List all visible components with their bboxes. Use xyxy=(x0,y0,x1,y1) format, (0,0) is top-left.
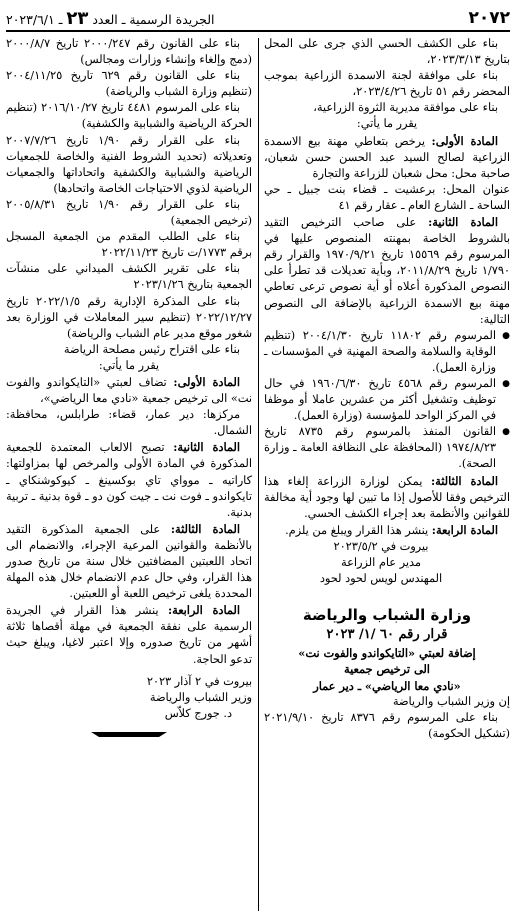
article-3 xyxy=(6,521,252,602)
signature-role: وزير الشباب والرياضة xyxy=(149,690,252,704)
signature-place-date: بيروت في ٢ آذار ٢٠٢٣ xyxy=(146,674,252,688)
article-label: المادة الثانية: xyxy=(173,440,240,455)
shop-address: عنوان المحل: برعشيت ـ قضاء بنت جبيل ـ حي الساحة ـ الشارع العام ـ عقار رقم ٤١ xyxy=(264,182,510,212)
signature-place-date: بيروت في ٢٠٢٣/٥/٢ xyxy=(333,539,429,553)
article-1 xyxy=(6,374,252,407)
article-text: تصبح الالعاب المعتمدة للجمعية المذكورة في المادة الأولى والمرخص لها بمزاولتها: كاراتيه ـ موواي تاي بوكسينغ ـ كيوكوشنكاي ـ تايكواندو ـ فوت نت ـ جيت كون دو ـ قوة بدنية ـ تربية بدنية. xyxy=(6,441,252,519)
article-label: المادة الأولى: xyxy=(431,133,498,148)
article-label: المادة الثالثة: xyxy=(170,521,240,536)
basis-paragraph: بناء على القانون رقم ٢٠٠٠/٢٤٧ تاريخ ٢٠٠٠/٨/٧ (دمج وإلغاء وإنشاء وزارات ومجالس) xyxy=(6,37,252,67)
article-text: تضاف لعبتي «التايكواندو والفوت نت» الى ترخيص جمعية «نادي معا الرياضي»، xyxy=(6,375,252,406)
article-text: على الجمعية المذكورة التقيد بالأنظمة والقوانين المرعية الإجراء، والانضمام الى اتحاد اللعبتين المضافتين خلال سنة من تاريخ صدور هذا القرار، وفي حال عدم الانضمام خلال هذه المهلة المحددة يلغى ترخيص اللعبة أو اللعبتين. xyxy=(6,522,252,601)
association-headquarters: مركزها: دير عمار، قضاء: طرابلس، محافظة: الشمال. xyxy=(6,408,252,438)
decides-heading: يقرر ما يأتي: xyxy=(98,358,160,372)
basis-paragraph: بناء على المرسوم ٤٤٨١ تاريخ ٢٠١٦/١٠/٢٧ (تنظيم الحركة الرياضية والشبابية والكشفية) xyxy=(6,101,252,131)
decision-subject-line: الى ترخيص جمعية xyxy=(344,662,430,677)
article-label: المادة الثانية: xyxy=(428,215,499,230)
article-text: يرخص بتعاطي مهنة بيع الاسمدة الزراعية لصالح السيد عبد الحسن حسن شعبان، صاحبة محل: محل شعبان للزراعة والتجارة xyxy=(264,134,510,180)
basis-paragraph: بناء على المرسوم رقم ٨٣٧٦ تاريخ ٢٠٢١/٩/١٠ (تشكيل الحكومة) xyxy=(264,710,510,740)
basis-paragraph: بناء على القرار رقم ١/٩٠ تاريخ ٢٠٠٥/٨/٣١ (ترخيص الجمعية) xyxy=(6,197,252,228)
article-4 xyxy=(6,602,252,667)
list-item: ● المرسوم رقم ١١٨٠٢ تاريخ ٢٠٠٤/١/٣٠ (تنظيم الوقاية والسلامة والصحة المهنية في المؤسسات ـ وزارة العمل). xyxy=(264,328,510,376)
article-1 xyxy=(264,133,510,182)
article-4 xyxy=(264,522,510,539)
decision-subject-line: «نادي معا الرياضي» ـ دير عمار xyxy=(313,678,461,693)
page-header xyxy=(6,6,510,32)
article-label: المادة الثالثة: xyxy=(431,473,499,488)
basis-paragraph: بناء على الطلب المقدم من الجمعية المسجل برقم ١٧٧٣/ت تاريخ ٢٠٢٢/١١/٢٣ xyxy=(6,230,252,260)
signature-name: المهندس لويس لحود لحود xyxy=(319,572,443,586)
basis-paragraph: بناء على موافقة مديرية الثروة الزراعية، xyxy=(313,101,498,115)
issue-date: ـ ٢٠٢٣/٦/١ xyxy=(6,11,63,27)
decides-heading: يقرر ما يأتي: xyxy=(356,117,418,131)
gazette-title: الجريدة الرسمية ـ العدد xyxy=(92,11,215,27)
right-column xyxy=(264,36,510,742)
article-text: على صاحب الترخيص التقيد بالشروط الخاصة بمهنته المنصوص عليها في المرسوم رقم ١٥٥٦٩ تاريخ ١٩٧٠/٩/٢١ والقرار رقم ١/٧٩٠ تاريخ ٢٠١١/٨/٢٩، وبأية تعديلات قد تطرأ على النصوص المذكورة أعلاه أو أية نصوص ترعى تعاطي مهنة بيع الاسمدة الزراعية بالإضافة الى النصوص التالية: xyxy=(264,216,510,326)
basis-paragraph: بناء على موافقة لجنة الاسمدة الزراعية بموجب المحضر رقم ٥١ تاريخ ٢٠٢٣/٤/٢٦، xyxy=(264,69,510,99)
decision-subject-line: إضافة لعبتي «التايكواندو والفوت نت» xyxy=(298,646,476,661)
basis-paragraph: بناء على اقتراح رئيس مصلحة الرياضة xyxy=(63,342,240,356)
article-text: يمكن لوزارة الزراعة إلغاء هذا الترخيص وفقا للأصول إذا ما تبين لها وجود أية مخالفة للقوانين والأنظمة بعد إجراء الكشف الحسي. xyxy=(264,474,510,520)
signature-name: د. جورج كلاّس xyxy=(164,706,232,720)
article-label: المادة الرابعة: xyxy=(431,522,498,537)
article-label: المادة الأولى: xyxy=(173,374,240,389)
ministry-heading: وزارة الشباب والرياضة xyxy=(302,606,472,625)
gazette-header-title xyxy=(6,8,215,29)
column-divider xyxy=(258,38,259,911)
basis-paragraph: بناء على تقرير الكشف الميداني على منشآت الجمعية بتاريخ ٢٠٢٣/١/٢٦ xyxy=(6,262,252,292)
article-2 xyxy=(6,439,252,520)
basis-paragraph: بناء على المذكرة الإدارية رقم ٢٠٢٢/١/٥ تاريخ ٢٠٢٢/١٢/٢٧ (تنظيم سير المعاملات في الوزارة بعد شغور موقع مدير عام الشباب والرياضة) xyxy=(6,294,252,340)
list-item: ● القانون المنفذ بالمرسوم رقم ٨٧٣٥ تاريخ ١٩٧٤/٨/٢٣ (المحافظة على النظافة العامة ـ وزارة الصحة). xyxy=(264,424,510,472)
signature-role: مدير عام الزراعة xyxy=(341,556,421,569)
article-label: المادة الرابعة: xyxy=(167,603,240,618)
basis-paragraph: بناء على الكشف الحسي الذي جرى على المحل بتاريخ ٢٠٢٣/٣/١٣، xyxy=(264,37,510,67)
article-text: ينشر هذا القرار ويبلغ من يلزم. xyxy=(285,523,429,537)
left-column xyxy=(6,36,252,742)
article-text: ينشر هذا القرار في الجريدة الرسمية على نفقة الجمعية في مهلة أقصاها ثلاثة أشهر من تاريخ صدوره وإلا اعتبر لاغيا، ويبلغ حيث تدعو الحاجة. xyxy=(6,604,252,666)
basis-paragraph: بناء على القرار رقم ١/٩٠ تاريخ ٢٠٠٧/٧/٢٦ وتعديلاته (تحديد الشروط الفنية والخاصة للجمعيات الرياضية والشبابية والكشفية واتحاداتها والجمعيات الرياضية لذوي الاحتياجات الخاصة واتحادها) xyxy=(6,133,252,195)
issue-number: ٢٣ xyxy=(66,7,89,29)
minister-intro: إن وزير الشباب والرياضة xyxy=(392,694,510,708)
decision-number: قرار رقم ٦٠ /١/ ٢٠٢٣ xyxy=(326,627,448,643)
article-2 xyxy=(264,214,510,328)
list-item: ● المرسوم رقم ٤٥٦٨ تاريخ ١٩٦٠/٦/٣٠ في حال توظيف وتشغيل أكثر من عشرين عاملا أو موظفا في المركز الواحد للمؤسسة (وزارة العمل). xyxy=(264,376,510,424)
basis-paragraph: بناء على القانون رقم ٦٢٩ تاريخ ٢٠٠٤/١١/٢٥ (تنظيم وزارة الشباب والرياضة) xyxy=(6,69,252,99)
article-3 xyxy=(264,473,510,522)
end-of-section-mark xyxy=(6,726,252,742)
page-number: ٢٠٧٢ xyxy=(468,8,510,28)
